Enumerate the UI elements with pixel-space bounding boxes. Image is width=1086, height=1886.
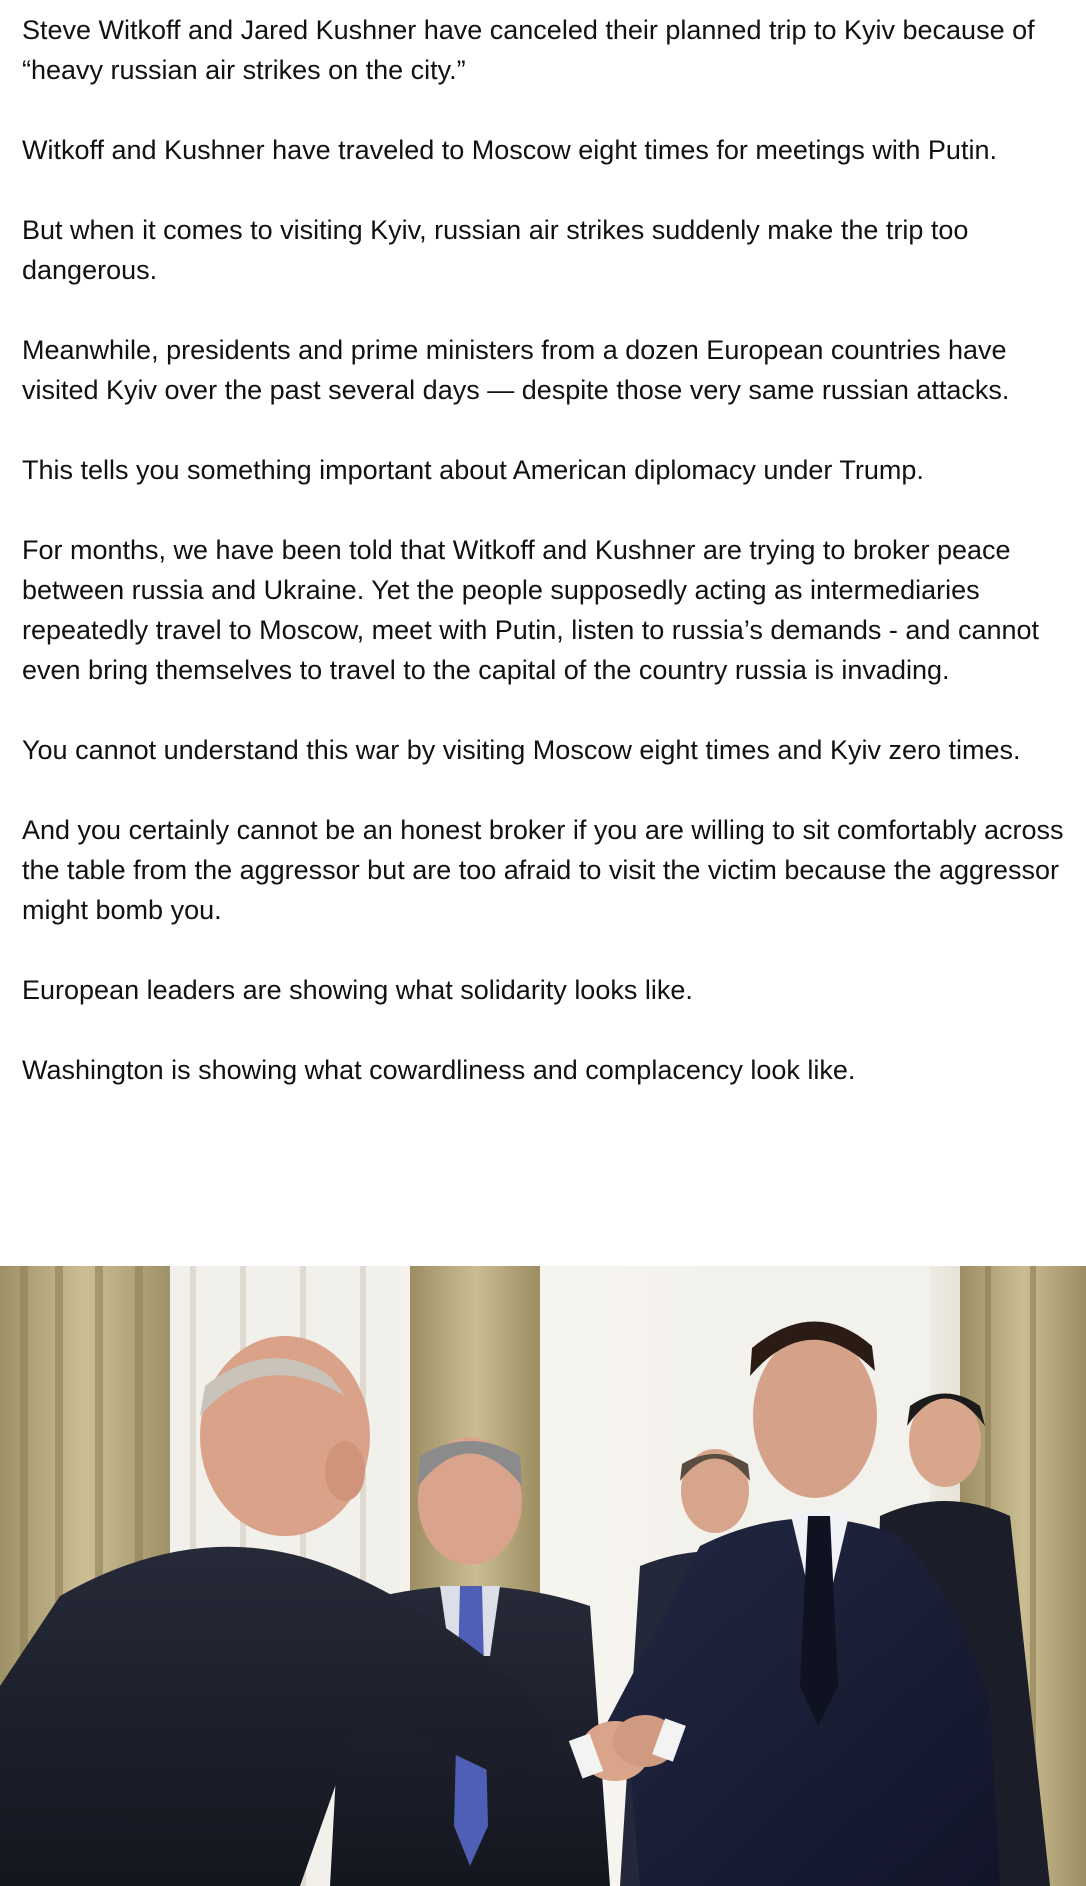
post-photo[interactable] [0,1266,1086,1886]
post-paragraph: Witkoff and Kushner have traveled to Moscow eight times for meetings with Putin. [22,135,997,165]
post-paragraph: Steve Witkoff and Jared Kushner have canceled their planned trip to Kyiv because of “heavy russian air strikes on the city.” [22,15,1035,85]
post-text [22,10,1067,1090]
handshake-photo [0,1266,1086,1886]
post-paragraph: This tells you something important about American diplomacy under Trump. [22,455,924,485]
post-paragraph: Meanwhile, presidents and prime ministers from a dozen European countries have visited Kyiv over the past several days — despite those very same russian attacks. [22,335,1010,405]
post-paragraph: But when it comes to visiting Kyiv, russian air strikes suddenly make the trip too dangerous. [22,215,969,285]
post-paragraph: Washington is showing what cowardliness and complacency look like. [22,1055,856,1085]
post-paragraph: European leaders are showing what solidarity looks like. [22,975,693,1005]
post-paragraph: And you certainly cannot be an honest broker if you are willing to sit comfortably across the table from the aggressor but are too afraid to visit the victim because the aggressor might bomb you. [22,815,1064,925]
post-paragraph: You cannot understand this war by visiting Moscow eight times and Kyiv zero times. [22,735,1021,765]
post-paragraph: For months, we have been told that Witkoff and Kushner are trying to broker peace between russia and Ukraine. Yet the people supposedly acting as intermediaries repeatedly travel to Moscow, meet with Putin, listen to russia’s demands - and cannot even bring themselves to travel to the capital of the country russia is invading. [22,535,1040,685]
